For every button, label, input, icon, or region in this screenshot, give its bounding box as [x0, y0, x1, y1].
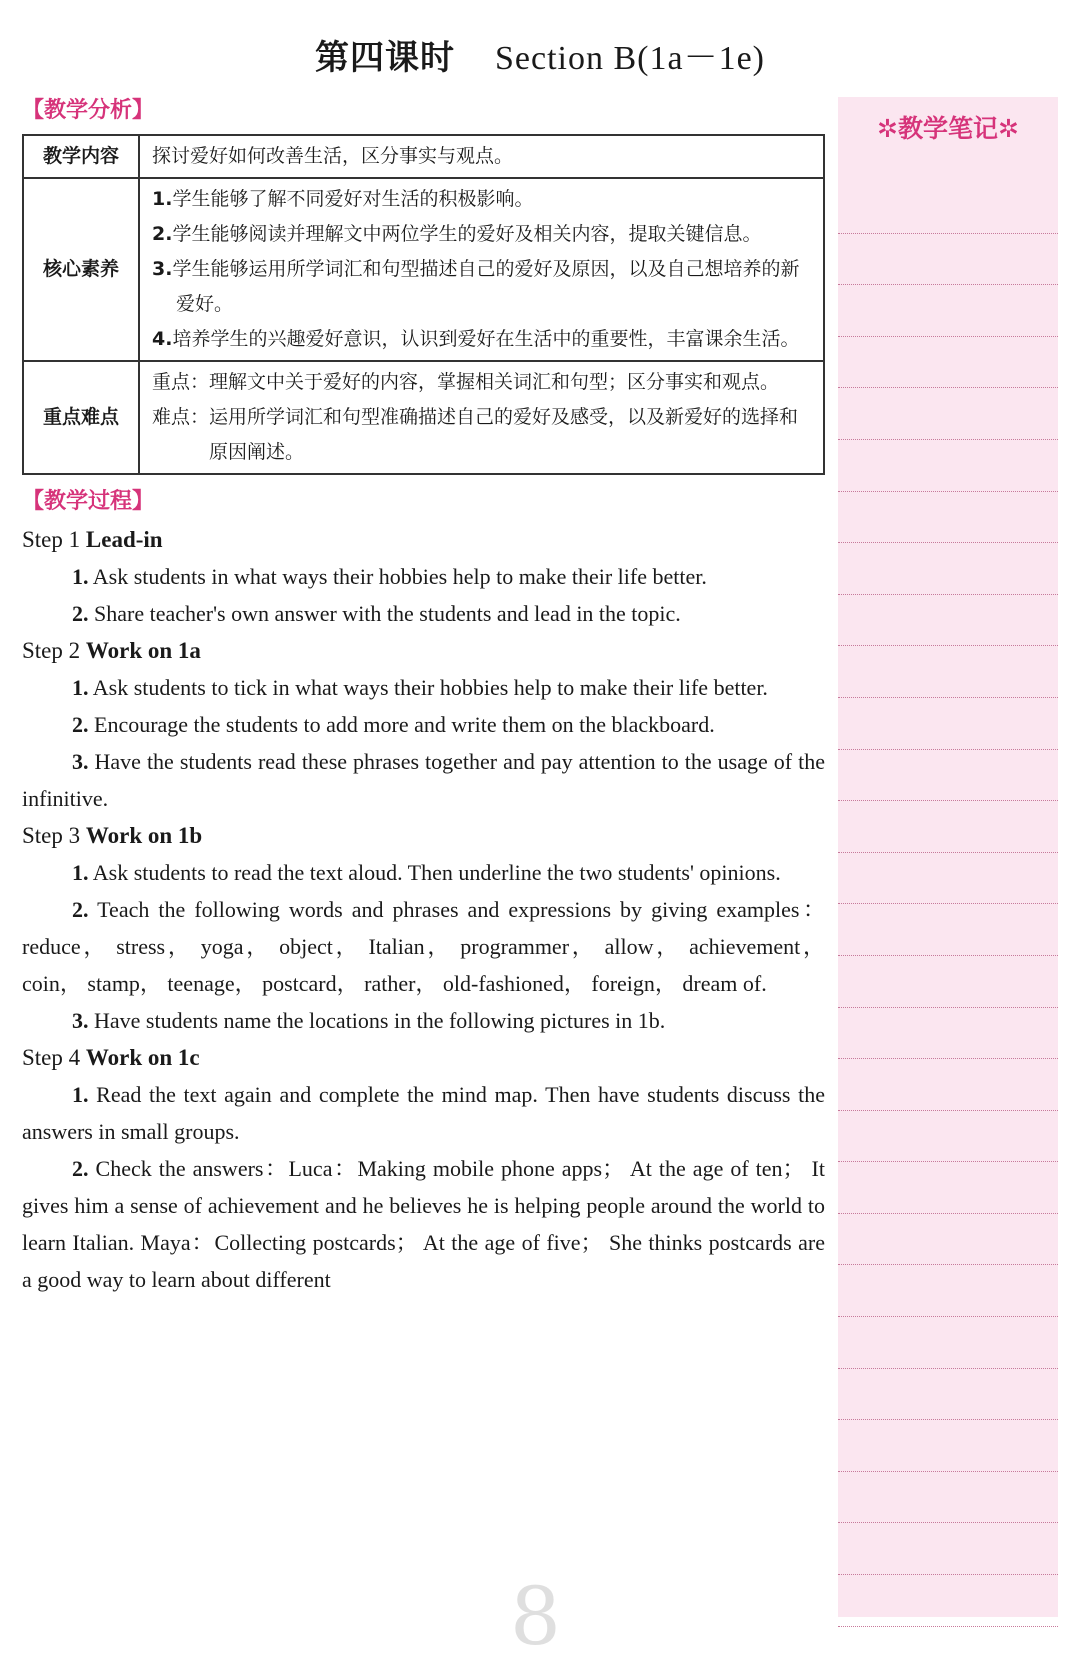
table-row	[23, 178, 824, 361]
note-line	[838, 1472, 1058, 1524]
content-text: 探讨爱好如何改善生活，区分事实与观点。	[139, 135, 824, 178]
note-line	[838, 234, 1058, 286]
note-line	[838, 956, 1058, 1008]
notes-lines	[838, 182, 1058, 1627]
notes-title: ✲教学笔记✲	[877, 114, 1019, 143]
note-line	[838, 1575, 1058, 1627]
step-heading: Step 2 Work on 1a	[22, 638, 201, 663]
analysis-heading: 【教学分析】	[22, 98, 155, 123]
key-points	[139, 361, 824, 474]
step-paragraph: 1. Ask students to read the text aloud. Then underline the two students' opinions.	[72, 860, 781, 885]
step-heading: Step 3 Work on 1b	[22, 823, 203, 848]
core-item: 1.学生能够了解不同爱好对生活的积极影响。	[152, 188, 534, 210]
step-paragraph: 3. Have students name the locations in the following pictures in 1b.	[72, 1008, 666, 1033]
core-item: 3.学生能够运用所学词汇和句型描述自己的爱好及原因，以及自己想培养的新爱好。	[152, 258, 800, 315]
step-paragraph: 2. Share teacher's own answer with the students and lead in the topic.	[72, 601, 681, 626]
key-label: 重点难点	[23, 361, 139, 474]
step-paragraph: 1. Ask students in what ways their hobbies help to make their life better.	[72, 564, 707, 589]
lesson-title	[0, 30, 1080, 79]
step-paragraph: 1. Ask students to tick in what ways their hobbies help to make their life better.	[72, 675, 768, 700]
table-row	[23, 361, 824, 474]
note-line	[838, 388, 1058, 440]
note-line	[838, 1420, 1058, 1472]
note-line	[838, 337, 1058, 389]
note-line	[838, 1369, 1058, 1421]
section-title: Section B(1a－1e)	[495, 40, 765, 77]
content-label: 教学内容	[23, 135, 139, 178]
key-point: 重点：理解文中关于爱好的内容，掌握相关词汇和句型；区分事实和观点。	[152, 371, 780, 393]
step-paragraph: 3. Have the students read these phrases together and pay attention to the usage of the infinitive.	[22, 749, 825, 811]
note-line	[838, 750, 1058, 802]
process-heading: 【教学过程】	[22, 489, 155, 514]
core-label: 核心素养	[23, 178, 139, 361]
step-paragraph: 2. Teach the following words and phrases and expressions by giving examples：reduce， stress， yoga， object， Italian， programmer， allow， achievement， coin， stamp， teenage， postcard， rather， old-fashioned， foreign， dream of.	[22, 897, 825, 996]
note-line	[838, 1317, 1058, 1369]
note-line	[838, 1008, 1058, 1060]
note-line	[838, 1214, 1058, 1266]
note-line	[838, 492, 1058, 544]
note-line	[838, 285, 1058, 337]
note-line	[838, 440, 1058, 492]
core-items	[139, 178, 824, 361]
note-line	[838, 853, 1058, 905]
difficult-point: 难点：运用所学词汇和句型准确描述自己的爱好及感受，以及新爱好的选择和原因阐述。	[152, 406, 799, 463]
analysis-table	[22, 134, 825, 475]
note-line	[838, 1059, 1058, 1111]
notes-sidebar	[838, 97, 1058, 1617]
core-item: 2.学生能够阅读并理解文中两位学生的爱好及相关内容，提取关键信息。	[152, 223, 762, 245]
step-paragraph: 2. Check the answers：Luca：Making mobile phone apps； At the age of ten； It gives him a sense of achievement and he believes he is helping people around the world to learn Italian. Maya：Collecting postcards； At the age of five； She thinks postcards are a good way to learn about different	[22, 1156, 825, 1292]
note-line	[838, 801, 1058, 853]
step-paragraph: 1. Read the text again and complete the mind map. Then have students discuss the answers in small groups.	[22, 1082, 825, 1144]
step-heading: Step 4 Work on 1c	[22, 1045, 200, 1070]
note-line	[838, 595, 1058, 647]
core-item: 4.培养学生的兴趣爱好意识，认识到爱好在生活中的重要性，丰富课余生活。	[152, 328, 800, 350]
step-paragraph: 2. Encourage the students to add more and write them on the blackboard.	[72, 712, 715, 737]
note-line	[838, 1162, 1058, 1214]
note-line	[838, 698, 1058, 750]
table-row	[23, 135, 824, 178]
step-heading: Step 1 Lead-in	[22, 527, 163, 552]
process-section	[22, 483, 825, 1298]
note-line	[838, 646, 1058, 698]
page-number: 8	[510, 1570, 561, 1663]
note-line	[838, 1111, 1058, 1163]
main-content	[22, 92, 825, 1298]
lesson-number: 第四课时	[315, 38, 455, 78]
note-line	[838, 182, 1058, 234]
note-line	[838, 904, 1058, 956]
note-line	[838, 543, 1058, 595]
note-line	[838, 1523, 1058, 1575]
note-line	[838, 1265, 1058, 1317]
